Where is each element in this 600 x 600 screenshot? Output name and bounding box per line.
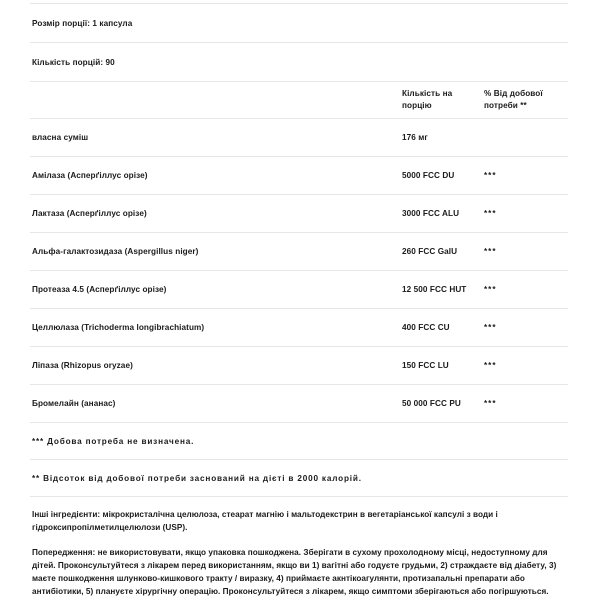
- footnote-percent-basis: ** Відсоток від добової потреби заснований на дієті в 2000 калорій.: [32, 473, 362, 483]
- column-header-percent-daily-value: [482, 82, 568, 119]
- supplement-facts-table: [30, 3, 568, 496]
- table-row: [30, 309, 568, 347]
- ingredient-name: Альфа-галактозидаза (Aspergillus niger): [32, 247, 199, 256]
- column-header-dv-text: % Від добової потреби **: [484, 89, 543, 110]
- table-row: [30, 385, 568, 423]
- ingredient-amount: 150 FCC LU: [402, 361, 449, 370]
- servings-per-container-label: Кількість порцій: 90: [32, 57, 115, 67]
- footnote-daily-value-not-established: *** Добова потреба не визначена.: [32, 436, 195, 446]
- ingredient-amount: 3000 FCC ALU: [402, 209, 460, 218]
- other-ingredients-text: Інші інгредієнти: мікрокристалічна целюлоза, стеарат магнію і мальтодекстрин в вегетаріанської капсулі з води і гідроксипропілметилцелюлози (USP).: [32, 510, 498, 533]
- serving-size-label: Розмір порції: 1 капсула: [32, 18, 133, 28]
- serving-size-row: [30, 4, 568, 43]
- table-row: [30, 157, 568, 195]
- ingredient-name: власна суміш: [32, 133, 89, 142]
- ingredient-name: Ліпаза (Rhizopus oryzae): [32, 361, 133, 370]
- column-header-amount-text: Кількість на порцію: [402, 89, 453, 110]
- ingredient-name: Целлюлаза (Trichoderma longibrachiatum): [32, 323, 205, 332]
- table-row: [30, 347, 568, 385]
- footnote-row-percent-basis: [30, 460, 568, 497]
- ingredient-daily-value: ***: [484, 209, 497, 218]
- servings-per-container-row: [30, 43, 568, 82]
- ingredient-daily-value: ***: [484, 247, 497, 256]
- table-row: [30, 233, 568, 271]
- ingredient-daily-value: [482, 119, 568, 157]
- table-row: [30, 271, 568, 309]
- ingredient-amount: 260 FCC GalU: [402, 247, 458, 256]
- column-header-amount-per-serving: [400, 82, 482, 119]
- warning-text: Попередження: не використовувати, якщо упаковка пошкоджена. Зберігати в сухому прохолодному місці, недоступному для дітей. Проконсультуйтеся з лікарем перед використанням, якщо ви 1) вагітні або годуєте грудьми, 2) страждаєте від діабету, 3) маєте пошкодження шлунково-кишкового тракту / виразку, 4) приймаєте акнтікоагулянти, протизапальні препарати або антибіотики, 5) плануєте хірургічну операцію. Проконсультуйтеся з лікарем, якщо симптоми зберігаються або погіршуються.: [32, 547, 557, 597]
- ingredient-daily-value: ***: [484, 285, 497, 294]
- ingredient-daily-value: ***: [484, 361, 497, 370]
- footnote-row-daily-value-not-established: [30, 423, 568, 460]
- ingredient-name: Протеаза 4.5 (Асперґіллус орізе): [32, 285, 167, 294]
- notes-section: [30, 496, 568, 599]
- table-row: [30, 119, 568, 157]
- ingredient-name: Амілаза (Асперґіллус орізе): [32, 171, 148, 180]
- ingredient-amount: 176 мг: [402, 133, 428, 142]
- ingredient-amount: 12 500 FCC HUT: [402, 285, 467, 294]
- ingredient-daily-value: ***: [484, 323, 497, 332]
- ingredient-name: Лактаза (Асперґіллус орізе): [32, 209, 147, 218]
- table-header-row: [30, 82, 568, 119]
- ingredient-amount: 5000 FCC DU: [402, 171, 455, 180]
- ingredient-daily-value: ***: [484, 171, 497, 180]
- column-header-name: [30, 82, 400, 119]
- ingredient-amount: 50 000 FCC PU: [402, 399, 461, 408]
- ingredient-name: Бромелайн (ананас): [32, 399, 116, 408]
- supplement-facts-body: [30, 4, 568, 497]
- table-row: [30, 195, 568, 233]
- ingredient-amount: 400 FCC CU: [402, 323, 450, 332]
- ingredient-daily-value: ***: [484, 399, 497, 408]
